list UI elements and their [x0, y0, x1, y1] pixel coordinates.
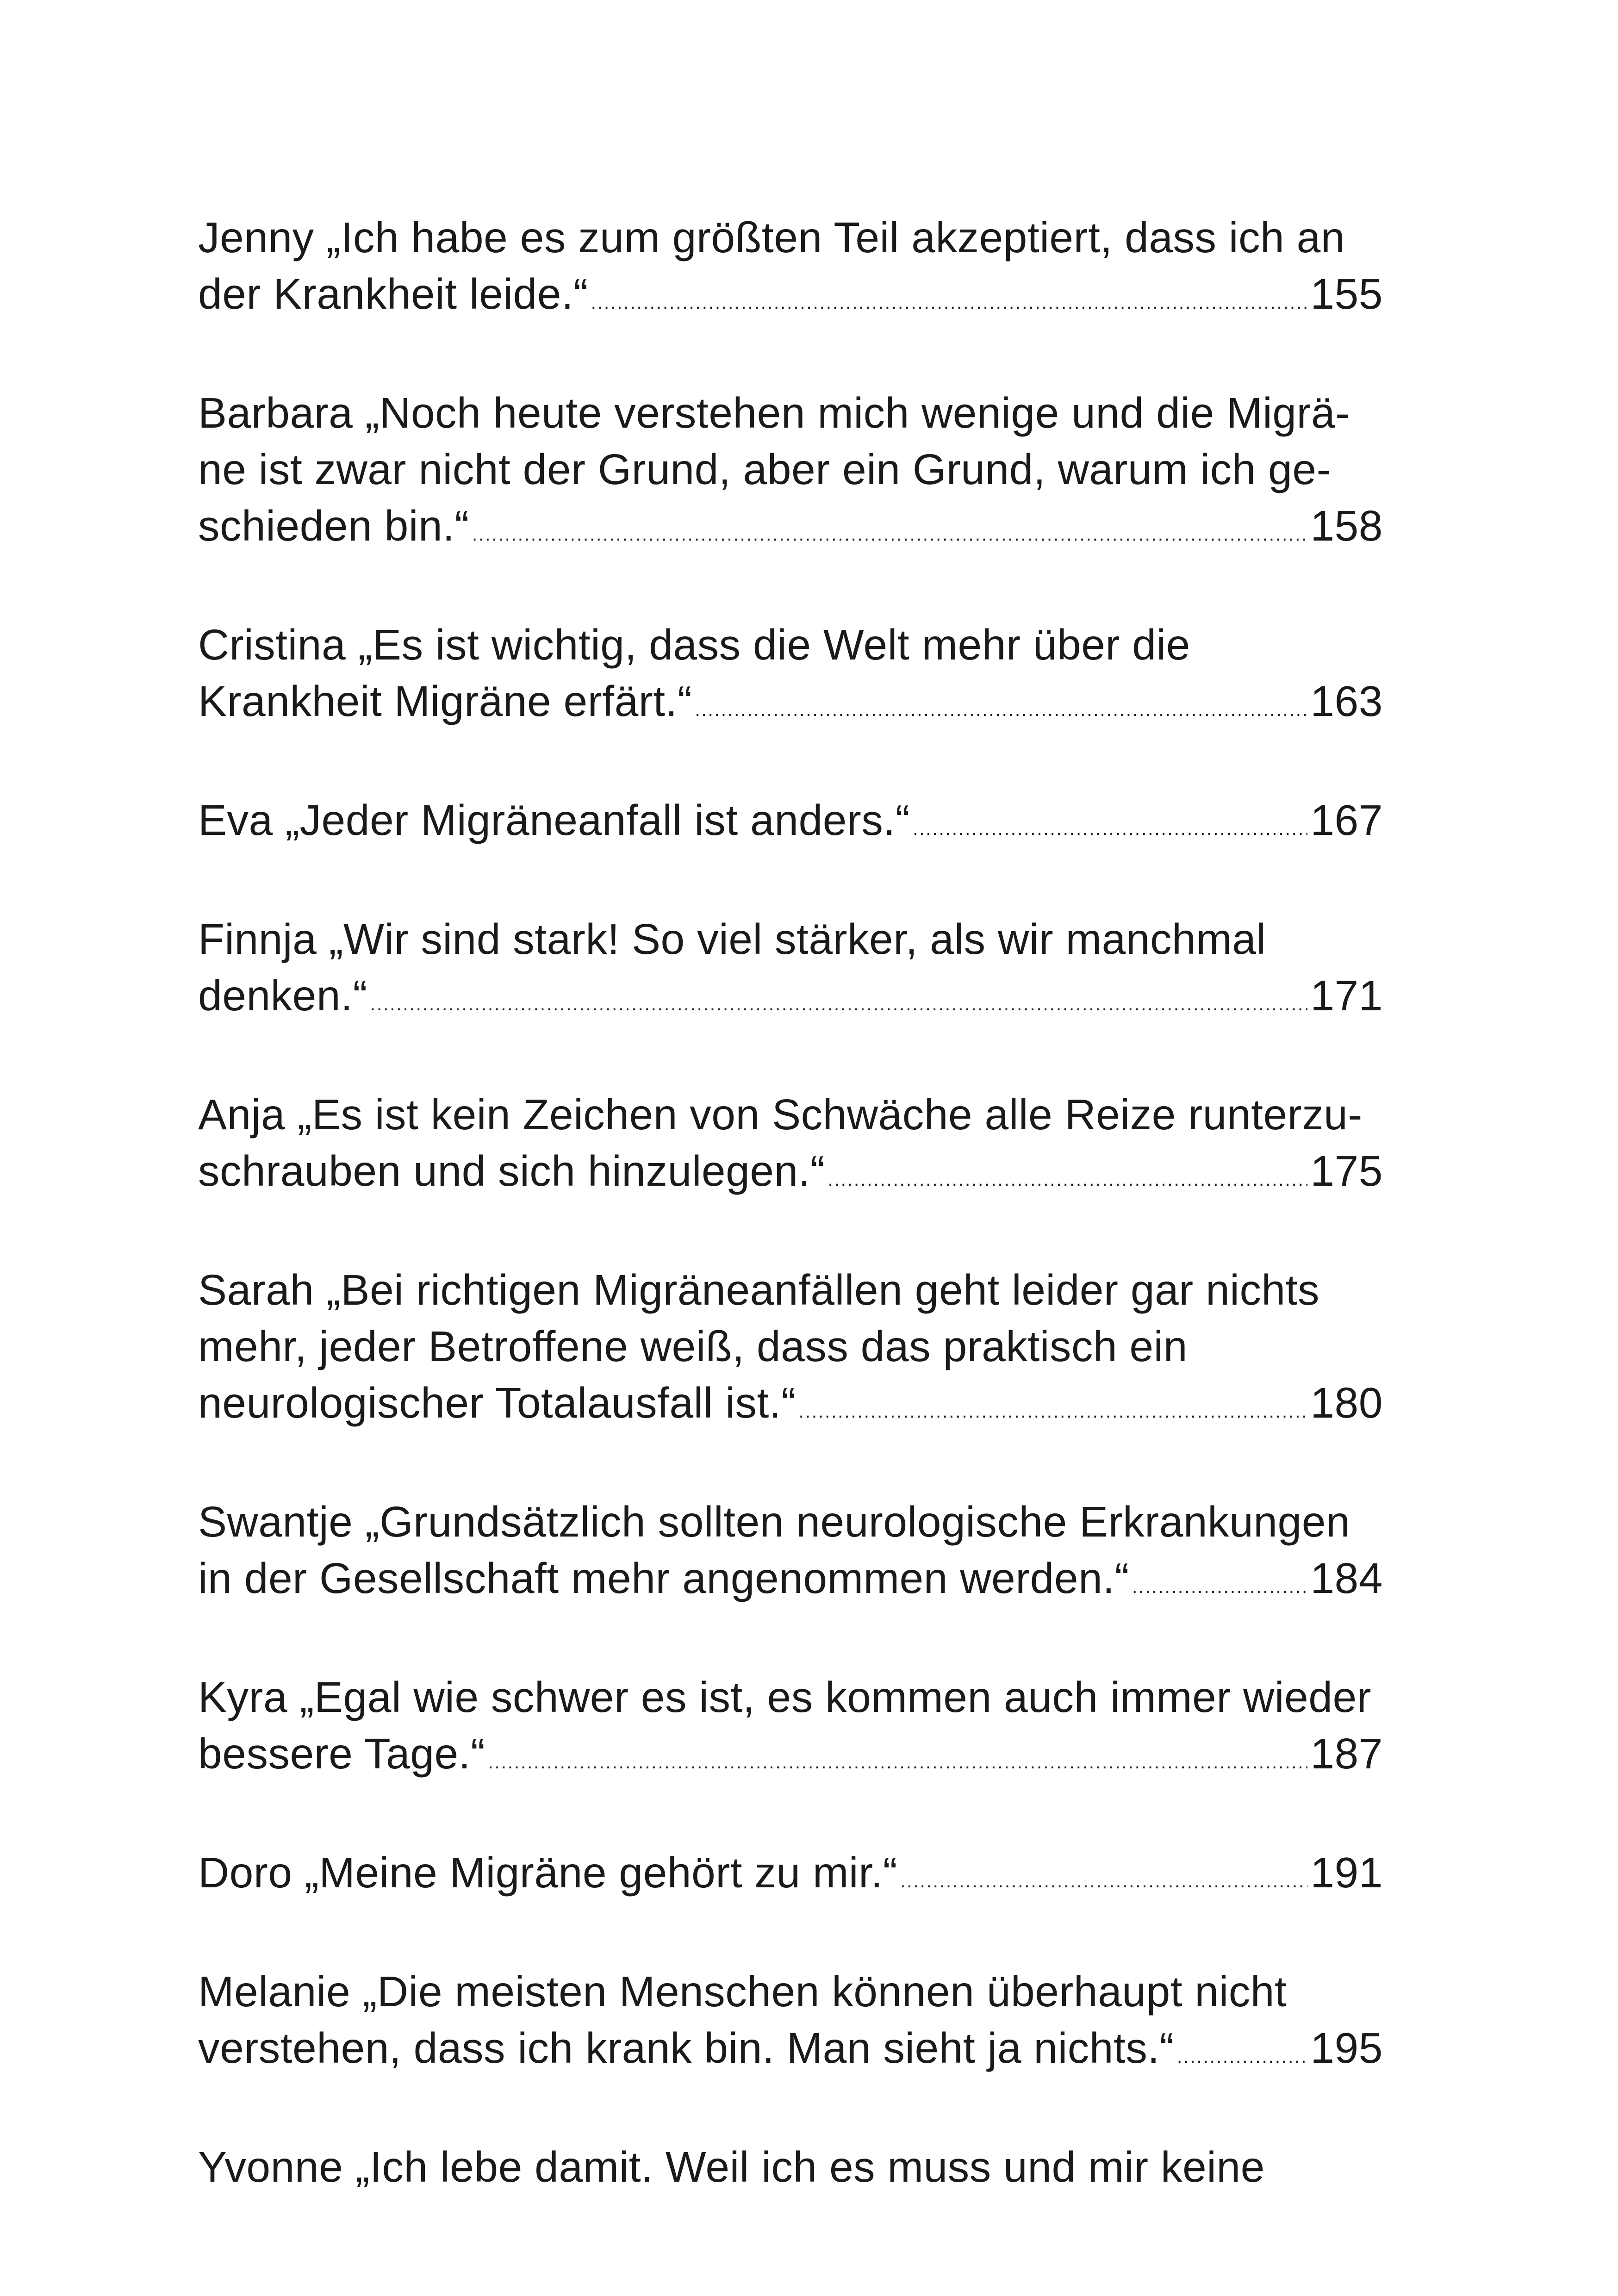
toc-page-number: 155: [1310, 270, 1383, 318]
toc-entry-last-line: [198, 1844, 1383, 1910]
toc-entry-text: Finnja „Wir sind stark! So viel stärker, als wir manchmal: [198, 915, 1266, 963]
toc-entry[interactable]: [198, 2139, 1383, 2195]
toc-entry-text: ne ist zwar nicht der Grund, aber ein Grund, warum ich ge-: [198, 445, 1332, 493]
dot-leader: [799, 1383, 1308, 1440]
toc-page-number: 180: [1310, 1379, 1383, 1427]
dot-leader: [695, 682, 1307, 738]
toc-entry[interactable]: [198, 1963, 1383, 2085]
toc-entry[interactable]: [198, 1086, 1383, 1208]
toc-entry-text: Melanie „Die meisten Menschen können überhaupt nicht: [198, 1967, 1287, 2016]
toc-entry-text: verstehen, dass ich krank bin. Man sieht ja nichts.“: [198, 2024, 1175, 2072]
toc-entry-text: Doro „Meine Migräne gehört zu mir.“: [198, 1848, 898, 1897]
toc-entry-text: denken.“: [198, 971, 367, 1020]
toc-entry[interactable]: [198, 1262, 1383, 1440]
toc-entry-text: bessere Tage.“: [198, 1730, 485, 1778]
toc-page-number: 187: [1310, 1730, 1383, 1778]
toc-entry[interactable]: [198, 209, 1383, 331]
toc-entry-text: Eva „Jeder Migräneanfall ist anders.“: [198, 796, 910, 844]
toc-entry-last-line: [198, 1143, 1383, 1208]
toc-entry-last-line: [198, 673, 1383, 738]
toc-page-number: 184: [1310, 1554, 1383, 1602]
toc-entry[interactable]: [198, 911, 1383, 1033]
toc-entry-text: Anja „Es ist kein Zeichen von Schwäche alle Reize runterzu-: [198, 1090, 1363, 1139]
toc-entry[interactable]: [198, 1669, 1383, 1791]
toc-page-number: 163: [1310, 677, 1383, 725]
toc-page-number: 167: [1310, 796, 1383, 844]
dot-leader: [591, 274, 1308, 331]
dot-leader: [1132, 1559, 1307, 1615]
dot-leader: [1177, 2028, 1307, 2085]
table-of-contents: [198, 209, 1383, 2249]
dot-leader: [488, 1734, 1308, 1791]
toc-entry[interactable]: [198, 1844, 1383, 1910]
toc-entry-text: Yvonne „Ich lebe damit. Weil ich es muss und mir keine: [198, 2143, 1265, 2191]
dot-leader: [828, 1151, 1308, 1208]
toc-entry-text: Cristina „Es ist wichtig, dass die Welt mehr über die: [198, 621, 1190, 669]
toc-entry[interactable]: [198, 385, 1383, 563]
toc-entry-last-line: [198, 1375, 1383, 1440]
toc-entry-last-line: [198, 792, 1383, 857]
toc-entry-last-line: [198, 2020, 1383, 2085]
toc-entry-text: der Krankheit leide.“: [198, 270, 588, 318]
dot-leader: [900, 1853, 1307, 1910]
dot-leader: [913, 801, 1307, 857]
toc-entry-text: Barbara „Noch heute verstehen mich wenige und die Migrä-: [198, 389, 1350, 437]
toc-entry-text: neurologischer Totalausfall ist.“: [198, 1379, 796, 1427]
toc-entry[interactable]: [198, 616, 1383, 738]
toc-entry-last-line: [198, 266, 1383, 331]
toc-page-number: 171: [1310, 971, 1383, 1020]
toc-entry-text: Kyra „Egal wie schwer es ist, es kommen auch immer wieder: [198, 1673, 1372, 1721]
dot-leader: [472, 506, 1307, 563]
toc-page-number: 175: [1310, 1147, 1383, 1195]
toc-entry-text: Krankheit Migräne erfärt.“: [198, 677, 692, 725]
toc-entry[interactable]: [198, 792, 1383, 857]
toc-entry-text: in der Gesellschaft mehr angenommen werden.“: [198, 1554, 1130, 1602]
toc-page-number: 158: [1310, 502, 1383, 550]
toc-entry-text: schieden bin.“: [198, 502, 470, 550]
toc-entry-last-line: [198, 967, 1383, 1033]
toc-entry-text: Jenny „Ich habe es zum größten Teil akzeptiert, dass ich an: [198, 213, 1345, 261]
toc-page-number: 191: [1310, 1848, 1383, 1897]
dot-leader: [370, 976, 1307, 1033]
toc-entry-last-line: [198, 1725, 1383, 1791]
toc-entry-last-line: [198, 498, 1383, 563]
toc-entry-text: schrauben und sich hinzulegen.“: [198, 1147, 825, 1195]
toc-page-number: 195: [1310, 2024, 1383, 2072]
toc-entry-text: mehr, jeder Betroffene weiß, dass das praktisch ein: [198, 1322, 1188, 1370]
toc-entry-text: Swantje „Grundsätzlich sollten neurologische Erkrankungen: [198, 1498, 1350, 1546]
toc-entry-text: Sarah „Bei richtigen Migräneanfällen geht leider gar nichts: [198, 1266, 1320, 1314]
toc-entry[interactable]: [198, 1493, 1383, 1615]
toc-entry-last-line: [198, 1550, 1383, 1615]
